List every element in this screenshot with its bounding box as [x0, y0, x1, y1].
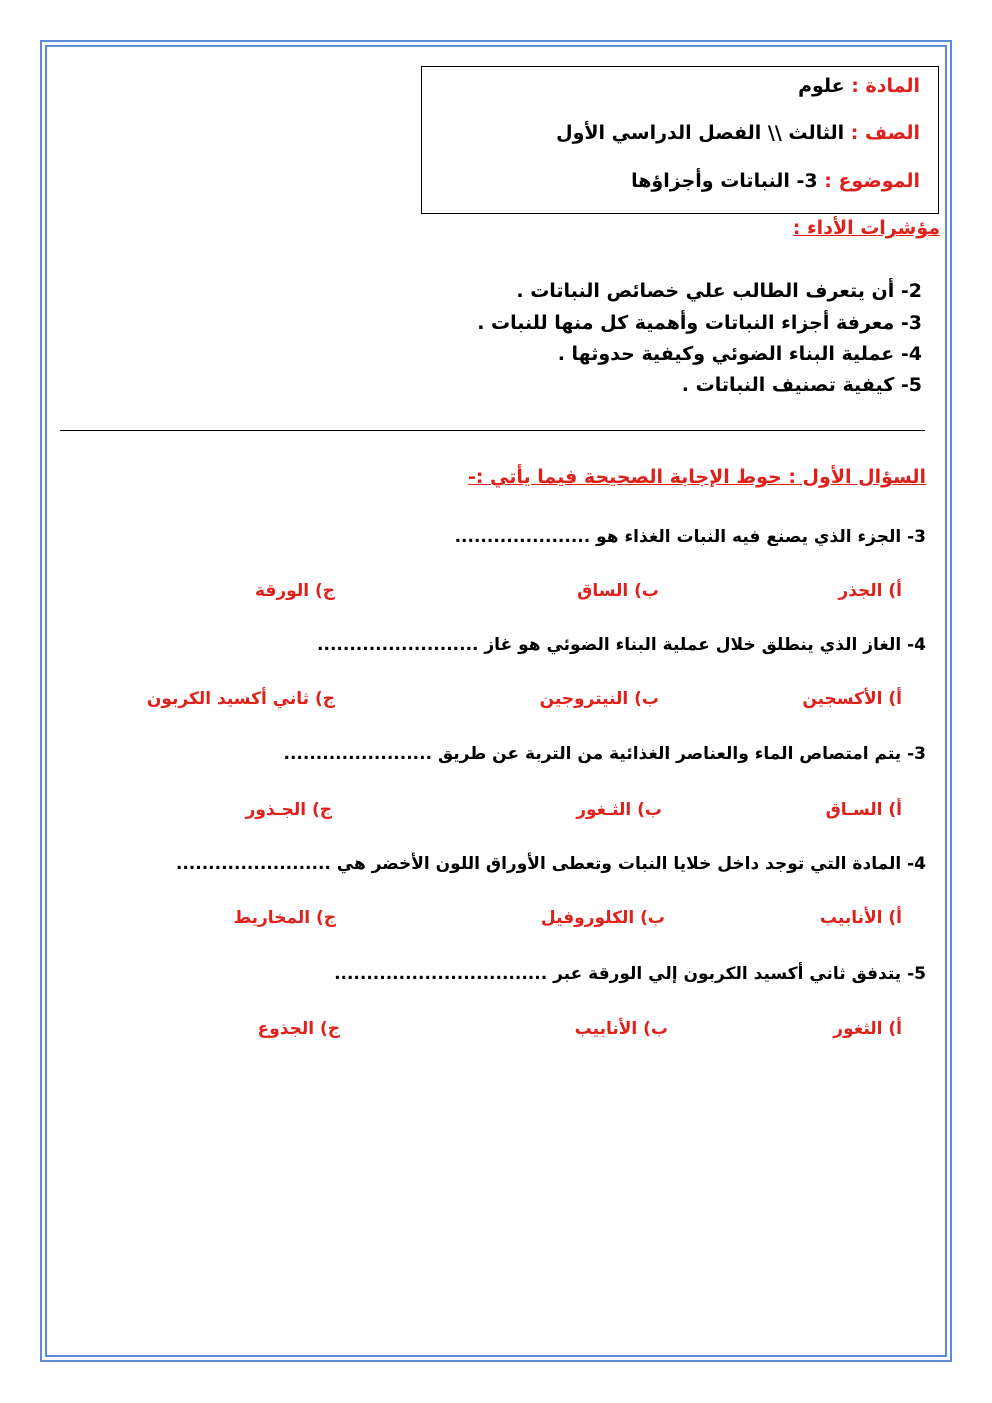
question-text: 4- المادة التي توجد داخل خلايا النبات وتعطى الأوراق اللون الأخضر هي ........................ [175, 854, 926, 874]
indicators-title: مؤشرات الأداء : [792, 217, 940, 239]
question-text: 4- الغاز الذي ينطلق خلال عملية البناء الضوئي هو غاز ......................... [317, 635, 926, 655]
topic-value: 3- النباتات وأجزاؤها [631, 170, 818, 192]
indicator-item: 5- كيفية تصنيف النباتات . [681, 374, 922, 396]
answer-option-c[interactable]: ج) الجذوع [257, 1019, 340, 1039]
answer-option-a[interactable]: أ) السـاق [825, 800, 902, 820]
question-section-title: السؤال الأول : حوط الإجابة الصحيحة فيما يأتي :- [467, 466, 926, 488]
header-info-box [421, 66, 939, 214]
grade-label: الصف : [850, 122, 920, 144]
grade-line [556, 122, 920, 144]
grade-value: الثالث \\ الفصل الدراسي الأول [556, 122, 845, 144]
answer-option-a[interactable]: أ) الأكسجين [802, 689, 902, 709]
answer-option-a[interactable]: أ) الأنابيب [819, 908, 902, 928]
topic-label: الموضوع : [824, 170, 920, 192]
answer-option-c[interactable]: ج) الجـذور [245, 800, 332, 820]
answer-option-b[interactable]: ب) الثـغور [576, 800, 662, 820]
answer-option-b[interactable]: ب) الساق [577, 581, 659, 601]
indicator-item: 4- عملية البناء الضوئي وكيفية حدوثها . [557, 343, 922, 365]
subject-value: علوم [798, 75, 845, 97]
answer-option-a[interactable]: أ) الثغور [833, 1019, 902, 1039]
question-text: 5- يتدفق ثاني أكسيد الكربون إلي الورقة عبر ................................. [334, 964, 926, 984]
question-text: 3- الجزء الذي يصنع فيه النبات الغذاء هو ..................... [454, 527, 926, 547]
answer-option-a[interactable]: أ) الجذر [838, 581, 902, 601]
subject-line [798, 75, 920, 97]
answer-option-c[interactable]: ج) ثاني أكسيد الكربون [146, 689, 335, 709]
answer-option-b[interactable]: ب) الأنابيب [574, 1019, 668, 1039]
answer-option-b[interactable]: ب) النيتروجين [539, 689, 659, 709]
indicator-item: 2- أن يتعرف الطالب علي خصائص النباتات . [516, 280, 922, 302]
indicator-item: 3- معرفة أجزاء النباتات وأهمية كل منها للنبات . [477, 312, 922, 334]
topic-line [631, 170, 920, 192]
section-divider [60, 430, 925, 431]
answer-option-b[interactable]: ب) الكلوروفيل [540, 908, 665, 928]
answer-option-c[interactable]: ج) الورقة [254, 581, 335, 601]
answer-option-c[interactable]: ج) المخاريط [233, 908, 336, 928]
subject-label: المادة : [851, 75, 920, 97]
question-text: 3- يتم امتصاص الماء والعناصر الغذائية من التربة عن طريق ....................... [283, 744, 926, 764]
